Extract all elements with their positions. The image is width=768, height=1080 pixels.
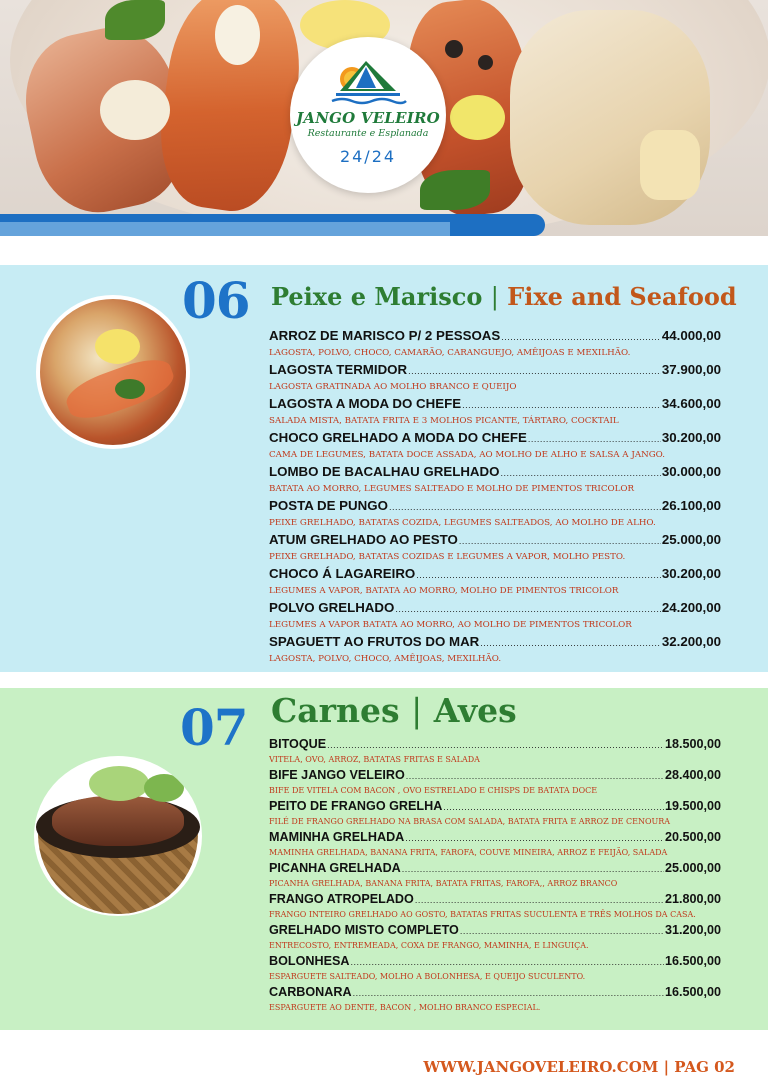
menu-item-description: FRANGO INTEIRO GRELHADO AO GOSTO, BATATAS FRITAS SUCULENTA E TRÊS MOLHOS DA CASA. — [269, 910, 696, 919]
menu-item-row — [269, 767, 721, 784]
menu-item-row — [269, 953, 721, 970]
dot-leader — [327, 737, 664, 754]
logo-hours: 24/24 — [339, 147, 397, 166]
menu-item-price: 34.600,00 — [661, 396, 721, 411]
menu-item-price: 37.900,00 — [661, 362, 721, 377]
menu-item-row — [269, 798, 721, 815]
menu-item-description: PEIXE GRELHADO, BATATAS COZIDAS E LEGUMES A VAPOR, MOLHO PESTO. — [269, 552, 626, 562]
menu-item-name: ARROZ DE MARISCO P/ 2 PESSOAS — [269, 328, 501, 343]
menu-item-description: LAGOSTA GRATINADA AO MOLHO BRANCO E QUEIJO — [269, 382, 517, 392]
dot-leader — [406, 768, 664, 785]
menu-item-row — [269, 599, 721, 617]
menu-item — [269, 463, 721, 497]
menu-item-name: GRELHADO MISTO COMPLETO — [269, 923, 459, 937]
menu-item-price: 30.000,00 — [661, 464, 721, 479]
menu-item-row — [269, 984, 721, 1001]
menu-item-row — [269, 327, 721, 345]
menu-item-description: SALADA MISTA, BATATA FRITA E 3 MOLHOS PICANTE, TÁRTARO, COCKTAIL — [269, 416, 619, 426]
menu-item-description: BATATA AO MORRO, LEGUMES SALTEADO E MOLHO DE PIMENTOS TRICOLOR — [269, 484, 635, 494]
menu-item-list — [269, 736, 721, 1015]
menu-item-description: VITELA, OVO, ARROZ, BATATAS FRITAS E SALADA — [269, 755, 480, 764]
dot-leader — [528, 430, 661, 448]
section-number: 06 — [182, 271, 250, 330]
menu-item — [269, 984, 721, 1015]
menu-item-description: PEIXE GRELHADO, BATATAS COZIDA, LEGUMES SALTEADOS, AO MOLHO DE ALHO. — [269, 518, 656, 528]
menu-item-price: 25.000,00 — [661, 532, 721, 547]
menu-item-row — [269, 565, 721, 583]
menu-item-name: CHOCO GRELHADO A MODA DO CHEFE — [269, 430, 527, 445]
menu-item-name: BIFE JANGO VELEIRO — [269, 768, 405, 782]
sailboat-sun-icon — [326, 57, 410, 109]
menu-item — [269, 736, 721, 767]
menu-item-name: CHOCO Á LAGAREIRO — [269, 566, 416, 581]
menu-item-description: LAGOSTA, POLVO, CHOCO, CAMARÃO, CARANGUEJO, AMÊIJOAS E MEXILHÃO. — [269, 348, 631, 358]
menu-item-row — [269, 429, 721, 447]
menu-item-price: 16.500,00 — [664, 985, 721, 999]
menu-item-name: LAGOSTA TERMIDOR — [269, 362, 408, 377]
menu-item-price: 19.500,00 — [664, 799, 721, 813]
menu-item-price: 28.400,00 — [664, 768, 721, 782]
menu-item-name: POLVO GRELHADO — [269, 600, 395, 615]
menu-item-name: MAMINHA GRELHADA — [269, 830, 405, 844]
menu-item-name: PEITO DE FRANGO GRELHA — [269, 799, 443, 813]
dot-leader — [395, 600, 661, 618]
restaurant-logo — [290, 37, 446, 193]
menu-item-description: FILÉ DE FRANGO GRELHADO NA BRASA COM SALADA, BATATA FRITA E ARROZ DE CENOURA — [269, 817, 671, 826]
menu-item — [269, 429, 721, 463]
menu-item-description: PICANHA GRELHADA, BANANA FRITA, BATATA FRITAS, FAROFA,, ARROZ BRANCO — [269, 879, 618, 888]
dot-leader — [405, 830, 664, 847]
menu-item — [269, 565, 721, 599]
menu-item-description: LEGUMES A VAPOR, BATATA AO MORRO, MOLHO DE PIMENTOS TRICOLOR — [269, 586, 619, 596]
menu-item-name: BOLONHESA — [269, 954, 350, 968]
dot-leader — [443, 799, 664, 816]
logo-subtitle: Restaurante e Esplanada — [307, 128, 429, 139]
section-meat-poultry — [0, 688, 768, 1030]
menu-item-description: BIFE DE VITELA COM BACON , OVO ESTRELADO E CHISPS DE BATATA DOCE — [269, 786, 598, 795]
menu-item-price: 20.500,00 — [664, 830, 721, 844]
menu-item-row — [269, 891, 721, 908]
title-separator: | — [411, 691, 423, 730]
dot-leader — [408, 362, 661, 380]
dot-leader — [460, 923, 664, 940]
dot-leader — [416, 566, 661, 584]
menu-item-list — [269, 327, 721, 667]
menu-item — [269, 361, 721, 395]
menu-item-description: CAMA DE LEGUMES, BATATA DOCE ASSADA, AO MOLHO DE ALHO E SALSA A JANGO. — [269, 450, 666, 460]
meat-dish-photo — [34, 756, 202, 916]
menu-item — [269, 829, 721, 860]
seafood-dish-photo — [36, 295, 190, 449]
section-fish-seafood — [0, 265, 768, 672]
dot-leader — [415, 892, 664, 909]
menu-item-price: 31.200,00 — [664, 923, 721, 937]
menu-item-row — [269, 361, 721, 379]
menu-item-row — [269, 531, 721, 549]
section-title-left: Carnes — [271, 691, 400, 730]
menu-item-row — [269, 395, 721, 413]
section-title — [271, 691, 517, 730]
menu-item — [269, 531, 721, 565]
menu-item-price: 18.500,00 — [664, 737, 721, 751]
menu-item-description: ENTRECOSTO, ENTREMEADA, COXA DE FRANGO, MAMINHA, E LINGUIÇA. — [269, 941, 589, 950]
dot-leader — [353, 985, 664, 1002]
menu-item-row — [269, 829, 721, 846]
menu-item — [269, 798, 721, 829]
menu-item — [269, 395, 721, 429]
menu-item-name: FRANGO ATROPELADO — [269, 892, 414, 906]
menu-item-row — [269, 497, 721, 515]
menu-item — [269, 633, 721, 667]
menu-item-row — [269, 860, 721, 877]
dot-leader — [402, 861, 664, 878]
menu-item — [269, 860, 721, 891]
footer-website-page: WWW.JANGOVELEIRO.COM | PAG 02 — [423, 1058, 735, 1076]
menu-item — [269, 599, 721, 633]
menu-item-price: 21.800,00 — [664, 892, 721, 906]
menu-item-price: 26.100,00 — [661, 498, 721, 513]
section-number: 07 — [180, 698, 248, 757]
menu-item — [269, 767, 721, 798]
section-title-en: Fixe and Seafood — [507, 282, 737, 311]
menu-item-name: PICANHA GRELHADA — [269, 861, 401, 875]
menu-item-price: 32.200,00 — [661, 634, 721, 649]
menu-item-name: SPAGUETT AO FRUTOS DO MAR — [269, 634, 480, 649]
section-title — [271, 282, 737, 311]
menu-item-price: 30.200,00 — [661, 430, 721, 445]
menu-item-row — [269, 633, 721, 651]
menu-item-name: BITOQUE — [269, 737, 327, 751]
section-title-pt: Peixe e Marisco — [271, 282, 483, 311]
menu-item-row — [269, 922, 721, 939]
menu-item-description: MAMINHA GRELHADA, BANANA FRITA, FAROFA, COUVE MINEIRA, ARROZ E FEIJÃO, SALADA — [269, 848, 668, 857]
dot-leader — [350, 954, 664, 971]
menu-item — [269, 497, 721, 531]
menu-item-name: ATUM GRELHADO AO PESTO — [269, 532, 458, 547]
menu-item-name: LOMBO DE BACALHAU GRELHADO — [269, 464, 500, 479]
menu-item-price: 24.200,00 — [661, 600, 721, 615]
logo-name: JANGO VELEIRO — [296, 109, 440, 127]
menu-item — [269, 922, 721, 953]
menu-item-description: LAGOSTA, POLVO, CHOCO, AMÊIJOAS, MEXILHÃO. — [269, 654, 502, 664]
dot-leader — [462, 396, 661, 414]
menu-item — [269, 953, 721, 984]
dot-leader — [501, 328, 661, 346]
menu-item-description: ESPARGUETE AO DENTE, BACON , MOLHO BRANCO ESPECIAL. — [269, 1003, 541, 1012]
title-separator: | — [490, 283, 499, 311]
menu-item-price: 25.000,00 — [664, 861, 721, 875]
menu-item-row — [269, 736, 721, 753]
menu-item-row — [269, 463, 721, 481]
dot-leader — [500, 464, 660, 482]
menu-item-name: POSTA DE PUNGO — [269, 498, 388, 513]
menu-item-price: 16.500,00 — [664, 954, 721, 968]
menu-item-description: LEGUMES A VAPOR BATATA AO MORRO, AO MOLHO DE PIMENTOS TRICOLOR — [269, 620, 632, 630]
section-title-right: Aves — [433, 691, 517, 730]
menu-item-description: ESPARGUETE SALTEADO, MOLHO A BOLONHESA, E QUEIJO SUCULENTO. — [269, 972, 586, 981]
dot-leader — [389, 498, 661, 516]
menu-item-name: CARBONARA — [269, 985, 352, 999]
menu-item — [269, 891, 721, 922]
dot-leader — [459, 532, 661, 550]
menu-item-price: 30.200,00 — [661, 566, 721, 581]
dot-leader — [480, 634, 661, 652]
menu-item-price: 44.000,00 — [661, 328, 721, 343]
menu-item — [269, 327, 721, 361]
menu-item-name: LAGOSTA A MODA DO CHEFE — [269, 396, 462, 411]
